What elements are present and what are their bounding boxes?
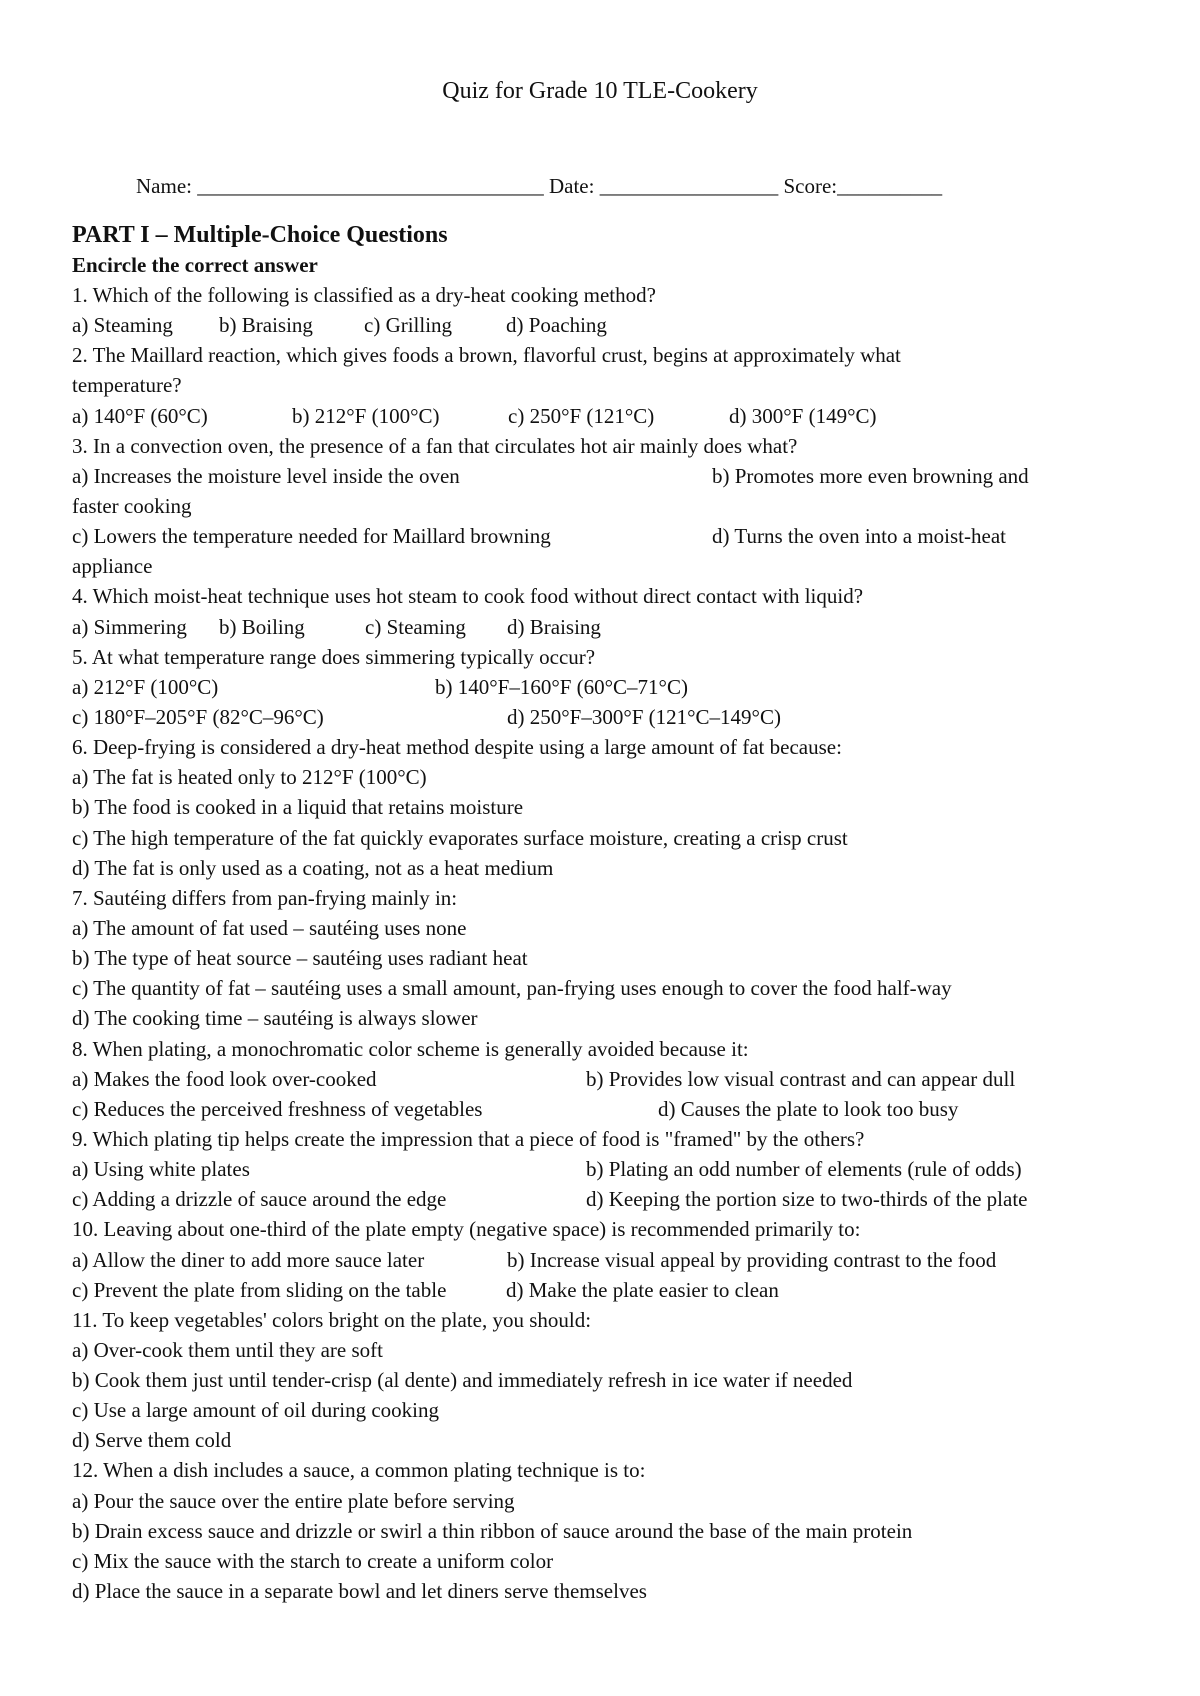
question-9-options-ab <box>72 1154 1132 1184</box>
option-b: b) Boiling <box>219 614 305 639</box>
option-a: a) Over-cook them until they are soft <box>72 1337 383 1362</box>
option-a: a) The fat is heated only to 212°F (100°C) <box>72 765 427 790</box>
question-3-options-ab <box>72 461 1132 491</box>
score-label: Score: <box>783 174 838 198</box>
quiz-content <box>72 220 1132 1606</box>
option-b: b) The food is cooked in a liquid that retains moisture <box>72 795 524 820</box>
part-title: PART I – Multiple-Choice Questions <box>72 222 448 248</box>
question-8-options-ab <box>72 1064 1132 1094</box>
date-label: Date: <box>548 174 595 198</box>
question-9-options-cd <box>72 1184 1132 1214</box>
option-d: d) 250°F–300°F (121°C–149°C) <box>507 704 781 729</box>
option-d: d) 300°F (149°C) <box>729 403 877 428</box>
option-a: a) 140°F (60°C) <box>72 403 208 428</box>
option-b: b) Drain excess sauce and drizzle or swirl a thin ribbon of sauce around the base of the main protein <box>72 1518 913 1543</box>
option-b: b) Promotes more even browning and <box>712 463 1029 488</box>
option-c: c) The quantity of fat – sautéing uses a small amount, pan-frying uses enough to cover the food half-way <box>72 976 952 1001</box>
name-label: Name: <box>136 174 192 198</box>
option-a: a) Steaming <box>72 313 173 338</box>
student-info-line <box>136 172 942 200</box>
option-b: b) 212°F (100°C) <box>292 403 440 428</box>
option-a: a) Using white plates <box>72 1157 250 1182</box>
question-11: 11. To keep vegetables' colors bright on the plate, you should: <box>72 1307 592 1332</box>
option-b-continued: faster cooking <box>72 493 192 518</box>
option-b: b) Braising <box>219 313 313 338</box>
question-9: 9. Which plating tip helps create the impression that a piece of food is "framed" by the others? <box>72 1126 865 1151</box>
option-d: d) Keeping the portion size to two-thirds of the plate <box>586 1187 1028 1212</box>
instruction: Encircle the correct answer <box>72 253 318 277</box>
option-d: d) Braising <box>507 614 601 639</box>
option-a: a) Pour the sauce over the entire plate before serving <box>72 1488 515 1513</box>
option-b: b) Cook them just until tender-crisp (al dente) and immediately refresh in ice water if needed <box>72 1368 853 1393</box>
question-1-options <box>72 310 1132 340</box>
question-1: 1. Which of the following is classified as a dry-heat cooking method? <box>72 283 656 307</box>
option-d: d) The fat is only used as a coating, not as a heat medium <box>72 855 554 880</box>
option-a: a) Makes the food look over-cooked <box>72 1066 377 1091</box>
option-c: c) Steaming <box>365 614 466 639</box>
option-d: d) Causes the plate to look too busy <box>658 1096 959 1121</box>
question-5-options-ab <box>72 672 1132 702</box>
option-b: b) 140°F–160°F (60°C–71°C) <box>435 674 688 699</box>
option-d: d) Make the plate easier to clean <box>506 1277 779 1302</box>
question-10: 10. Leaving about one-third of the plate empty (negative space) is recommended primarily to: <box>72 1217 861 1242</box>
option-c: c) Adding a drizzle of sauce around the edge <box>72 1187 447 1212</box>
option-d: d) Place the sauce in a separate bowl and let diners serve themselves <box>72 1579 647 1604</box>
option-c: c) 180°F–205°F (82°C–96°C) <box>72 704 324 729</box>
question-10-options-cd <box>72 1275 1132 1305</box>
question-4: 4. Which moist-heat technique uses hot steam to cook food without direct contact with liquid? <box>72 584 864 609</box>
option-a: a) 212°F (100°C) <box>72 674 219 699</box>
page-title: Quiz for Grade 10 TLE-Cookery <box>442 78 758 104</box>
question-5-options-cd <box>72 702 1132 732</box>
option-d: d) Serve them cold <box>72 1428 232 1453</box>
question-2-continued: temperature? <box>72 373 182 398</box>
option-d-continued: appliance <box>72 554 153 579</box>
option-c: c) Use a large amount of oil during cooking <box>72 1398 440 1423</box>
option-a: a) Increases the moisture level inside the oven <box>72 463 460 488</box>
option-c: c) The high temperature of the fat quickly evaporates surface moisture, creating a crisp crust <box>72 825 848 850</box>
option-c: c) Prevent the plate from sliding on the table <box>72 1277 447 1302</box>
option-b: b) Provides low visual contrast and can appear dull <box>586 1066 1016 1091</box>
question-2: 2. The Maillard reaction, which gives foods a brown, flavorful crust, begins at approximately what <box>72 343 901 368</box>
question-6: 6. Deep-frying is considered a dry-heat method despite using a large amount of fat because: <box>72 735 842 760</box>
option-b: b) The type of heat source – sautéing uses radiant heat <box>72 946 528 971</box>
question-8: 8. When plating, a monochromatic color scheme is generally avoided because it: <box>72 1036 749 1061</box>
option-c: c) 250°F (121°C) <box>508 403 655 428</box>
date-blank: _________________ <box>599 174 779 198</box>
option-c: c) Lowers the temperature needed for Maillard browning <box>72 524 551 549</box>
option-a: a) Allow the diner to add more sauce later <box>72 1247 425 1272</box>
question-10-options-ab <box>72 1245 1132 1275</box>
option-a: a) Simmering <box>72 614 187 639</box>
question-4-options <box>72 612 1132 642</box>
option-d: d) Turns the oven into a moist-heat <box>712 524 1006 549</box>
option-b: b) Plating an odd number of elements (rule of odds) <box>586 1157 1022 1182</box>
question-2-options <box>72 401 1132 431</box>
option-c: c) Mix the sauce with the starch to create a uniform color <box>72 1548 554 1573</box>
option-d: d) Poaching <box>506 313 607 338</box>
question-8-options-cd <box>72 1094 1132 1124</box>
option-c: c) Grilling <box>364 313 453 338</box>
question-12: 12. When a dish includes a sauce, a common plating technique is to: <box>72 1458 646 1483</box>
question-5: 5. At what temperature range does simmering typically occur? <box>72 644 596 669</box>
option-d: d) The cooking time – sautéing is always slower <box>72 1006 478 1031</box>
name-blank: _________________________________ <box>197 174 544 198</box>
question-7: 7. Sautéing differs from pan-frying mainly in: <box>72 885 458 910</box>
option-c: c) Reduces the perceived freshness of vegetables <box>72 1096 483 1121</box>
option-b: b) Increase visual appeal by providing contrast to the food <box>507 1247 997 1272</box>
question-3: 3. In a convection oven, the presence of a fan that circulates hot air mainly does what? <box>72 433 798 458</box>
option-a: a) The amount of fat used – sautéing uses none <box>72 915 467 940</box>
question-3-options-cd <box>72 521 1132 551</box>
score-blank: __________ <box>837 174 943 198</box>
